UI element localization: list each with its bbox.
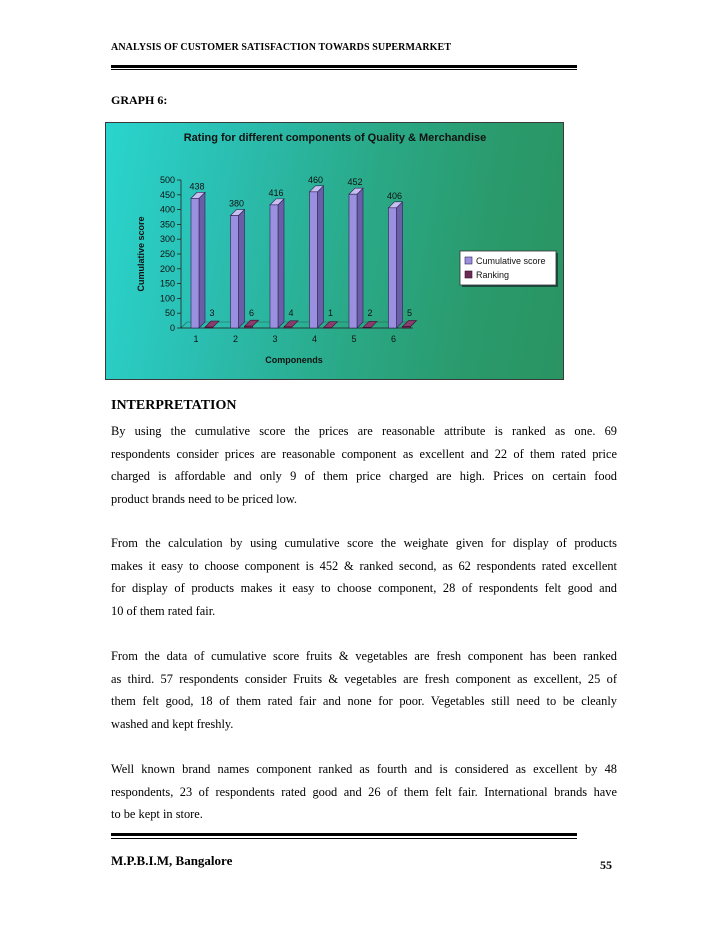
cumulative-bar-side — [397, 202, 403, 328]
y-axis-label: Cumulative score — [136, 216, 146, 292]
ranking-value-label: 6 — [248, 308, 255, 318]
ranking-value-label: 3 — [209, 308, 215, 318]
cumulative-bar-side — [199, 192, 205, 328]
x-tick-label: 5 — [351, 334, 357, 344]
paragraph-line: From the calculation by using cumulative score the weighate given for display of products — [111, 536, 617, 550]
legend-swatch-cumulative — [465, 257, 472, 264]
ranking-bar-top — [245, 320, 259, 326]
paragraph-line: for display of products makes it easy to choose component, 28 of respondents felt good and — [111, 581, 617, 595]
footer-rule-thick — [111, 833, 577, 836]
chart-title: Rating for different components of Quality & Merchandise — [183, 132, 487, 144]
ranking-bar — [245, 326, 253, 328]
y-tick-label: 250 — [159, 249, 175, 259]
x-axis-label: Componends — [265, 355, 323, 365]
y-tick-label: 200 — [159, 263, 175, 274]
header-rule-thick — [111, 65, 577, 68]
x-tick-label: 4 — [311, 334, 318, 344]
y-tick-label: 500 — [159, 175, 175, 185]
paragraph-line: makes it easy to choose component is 452 & ranked second, as 62 respondents rated excellent — [111, 558, 617, 573]
cumulative-bar — [231, 216, 239, 328]
paragraph-line: as third. 57 respondents consider Fruits & vegetables are fresh component as excellent, 25 of — [111, 671, 617, 686]
x-tick-label: 2 — [232, 334, 239, 344]
ranking-bar — [363, 327, 371, 328]
paragraph-line: By using the cumulative score the prices are reasonable attribute is ranked as one. 69 — [111, 424, 617, 438]
chart-container — [105, 122, 564, 380]
cumulative-value-label: 416 — [268, 187, 284, 198]
ranking-bar-top — [363, 321, 377, 327]
y-tick-label: 0 — [169, 323, 175, 333]
running-header: ANALYSIS OF CUSTOMER SATISFACTION TOWARDS SUPERMARKET — [111, 42, 452, 53]
paragraph-line: to be kept in store. — [111, 807, 203, 821]
paragraph-line: Well known brand names component ranked as fourth and is considered as excellent by 48 — [111, 762, 617, 776]
bar-chart — [106, 123, 565, 381]
ranking-value-label: 5 — [406, 308, 413, 318]
ranking-value-label: 1 — [327, 308, 334, 318]
ranking-bar — [403, 327, 411, 328]
legend-swatch-ranking — [465, 271, 472, 278]
ranking-bar-top — [403, 321, 417, 327]
cumulative-bar-side — [278, 199, 284, 328]
interpretation-paragraph — [111, 532, 617, 622]
graph-label: GRAPH 6: — [111, 93, 168, 107]
ranking-value-label: 2 — [367, 308, 373, 318]
y-tick-label: 100 — [159, 293, 175, 304]
y-tick-label: 50 — [164, 308, 175, 319]
footer-institution: M.P.B.I.M, Bangalore — [111, 853, 233, 868]
cumulative-bar — [389, 208, 397, 328]
cumulative-value-label: 452 — [347, 177, 363, 188]
x-tick-label: 6 — [390, 334, 397, 344]
y-tick-label: 150 — [159, 278, 175, 289]
interpretation-paragraph — [111, 420, 617, 510]
cumulative-value-label: 438 — [189, 181, 205, 192]
ranking-bar — [205, 327, 213, 328]
cumulative-bar-side — [239, 210, 245, 328]
ranking-bar — [324, 328, 332, 329]
paragraph-line: washed and kept freshly. — [111, 716, 234, 731]
cumulative-bar — [310, 192, 318, 328]
cumulative-value-label: 380 — [228, 198, 245, 209]
y-tick-label: 400 — [159, 204, 175, 215]
cumulative-bar — [349, 194, 357, 328]
cumulative-bar — [270, 205, 278, 328]
cumulative-bar-side — [318, 186, 324, 328]
ranking-bar — [284, 327, 292, 328]
y-tick-label: 450 — [159, 189, 175, 200]
interpretation-paragraph — [111, 758, 617, 826]
ranking-value-label: 4 — [288, 308, 294, 318]
header-rule-thin — [111, 69, 577, 70]
cumulative-bar — [191, 198, 199, 328]
x-tick-label: 3 — [272, 334, 278, 344]
cumulative-value-label: 406 — [386, 190, 403, 201]
paragraph-line: 10 of them rated fair. — [111, 603, 216, 618]
paragraph-line: From the data of cumulative score fruits & vegetables are fresh component has been ranked — [111, 649, 617, 663]
cumulative-value-label: 460 — [307, 174, 324, 185]
interpretation-paragraph — [111, 645, 617, 735]
cumulative-bar-side — [357, 188, 363, 328]
paragraph-line: respondents consider prices are reasonable component as excellent and 22 of them rated price — [111, 446, 617, 461]
interpretation-title: INTERPRETATION — [111, 398, 237, 413]
paragraph-line: respondents, 23 of respondents rated good and 26 of them felt fair. International brands have — [111, 784, 617, 799]
page-number: 55 — [600, 858, 612, 872]
paragraph-line: product brands need to be priced low. — [111, 491, 298, 506]
x-tick-label: 1 — [193, 334, 199, 344]
y-tick-label: 350 — [159, 219, 175, 230]
legend-label-cumulative: Cumulative score — [476, 256, 546, 266]
legend-label-ranking: Ranking — [476, 270, 510, 280]
paragraph-line: them felt good, 18 of them rated fair and none for poor. Vegetables still need to be cleanly — [111, 694, 617, 708]
ranking-bar-top — [324, 322, 338, 328]
y-tick-label: 300 — [159, 234, 175, 245]
footer-rule-thin — [111, 838, 577, 839]
paragraph-line: charged is affordable and only 9 of them price charged are high. Prices on certain food — [111, 469, 617, 483]
